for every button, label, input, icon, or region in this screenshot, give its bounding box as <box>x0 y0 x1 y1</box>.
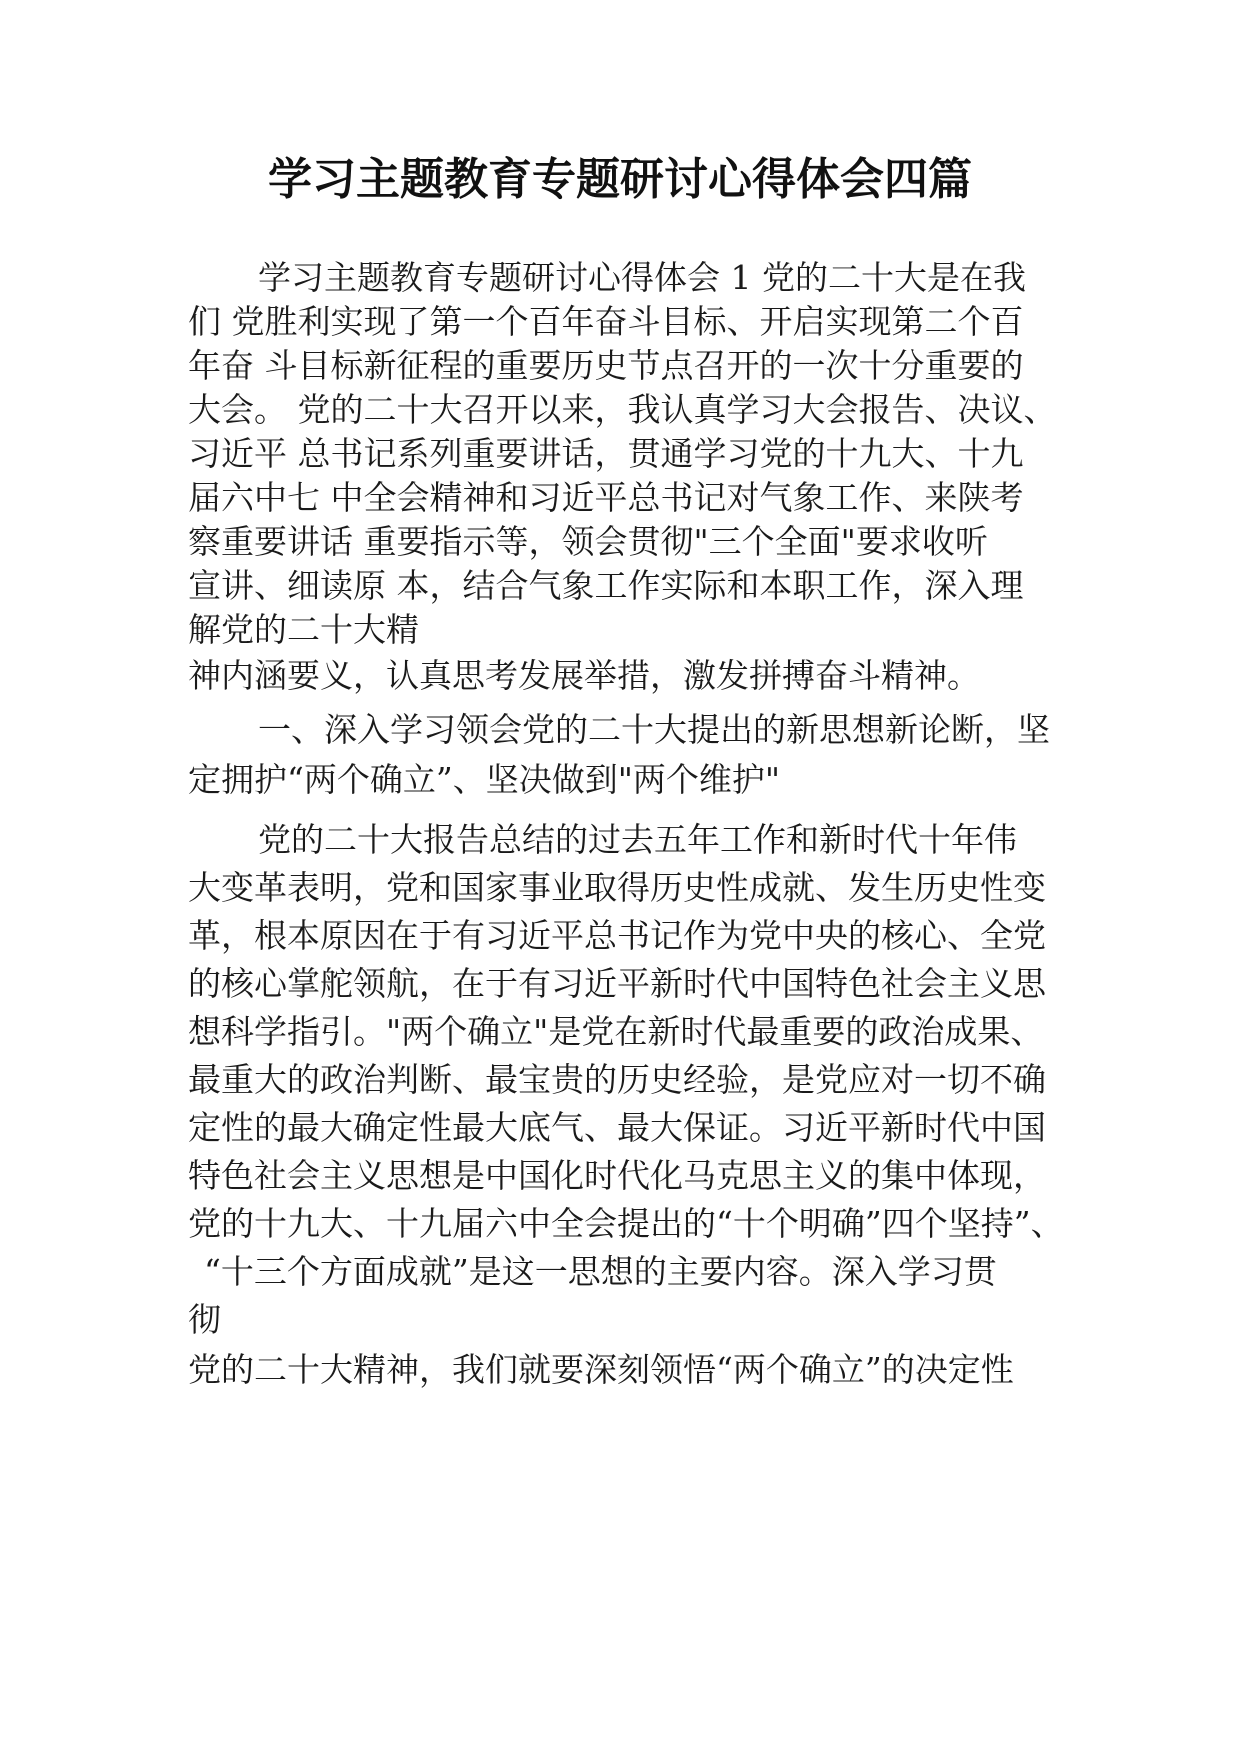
text-line: 定性的最大确定性最大底气、最大保证。习近平新时代中国 <box>188 1108 1046 1147</box>
text-line: “十三个方面成就”是这一思想的主要内容。深入学习贯 <box>204 1252 997 1291</box>
text-line: 习近平 总书记系列重要讲话，贯通学习党的十九大、十九 <box>188 434 1024 473</box>
text-line: 大变革表明，党和国家事业取得历史性成就、发生历史性变 <box>188 868 1046 907</box>
text-line: 们 党胜利实现了第一个百年奋斗目标、开启实现第二个百 <box>188 302 1024 341</box>
text-line: 想科学指引。"两个确立"是党在新时代最重要的政治成果、 <box>188 1012 1044 1051</box>
text-line: 彻 <box>188 1300 221 1339</box>
text-line: 大会。 党的二十大召开以来，我认真学习大会报告、决议、 <box>188 390 1057 429</box>
text-line: 神内涵要义，认真思考发展举措，激发拼搏奋斗精神。 <box>188 656 980 695</box>
text-line: 届六中七 中全会精神和习近平总书记对气象工作、来陕考 <box>188 478 1024 517</box>
text-line: 党的二十大报告总结的过去五年工作和新时代十年伟 <box>258 820 1017 859</box>
text-line: 解党的二十大精 <box>188 610 419 649</box>
document-title: 学习主题教育专题研讨心得体会四篇 <box>268 154 972 205</box>
text-line: 党的二十大精神，我们就要深刻领悟“两个确立”的决定性 <box>188 1350 1014 1389</box>
text-line: 年奋 斗目标新征程的重要历史节点召开的一次十分重要的 <box>188 346 1024 385</box>
text-line: 宣讲、细读原 本，结合气象工作实际和本职工作，深入理 <box>188 566 1024 605</box>
text-line: 学习主题教育专题研讨心得体会 1 党的二十大是在我 <box>258 258 1026 297</box>
section-heading-line: 一、深入学习领会党的二十大提出的新思想新论断，坚 <box>258 710 1050 749</box>
section-heading-line: 定拥护“两个确立”、坚决做到"两个维护" <box>188 760 781 799</box>
text-line: 察重要讲话 重要指示等，领会贯彻"三个全面"要求收听 <box>188 522 988 561</box>
text-line: 最重大的政治判断、最宝贵的历史经验，是党应对一切不确 <box>188 1060 1046 1099</box>
text-line: 党的十九大、十九届六中全会提出的“十个明确”四个坚持”、 <box>188 1204 1064 1243</box>
text-line: 的核心掌舵领航，在于有习近平新时代中国特色社会主义思 <box>188 964 1046 1003</box>
text-line: 革，根本原因在于有习近平总书记作为党中央的核心、全党 <box>188 916 1046 955</box>
text-line: 特色社会主义思想是中国化时代化马克思主义的集中体现， <box>188 1156 1046 1195</box>
